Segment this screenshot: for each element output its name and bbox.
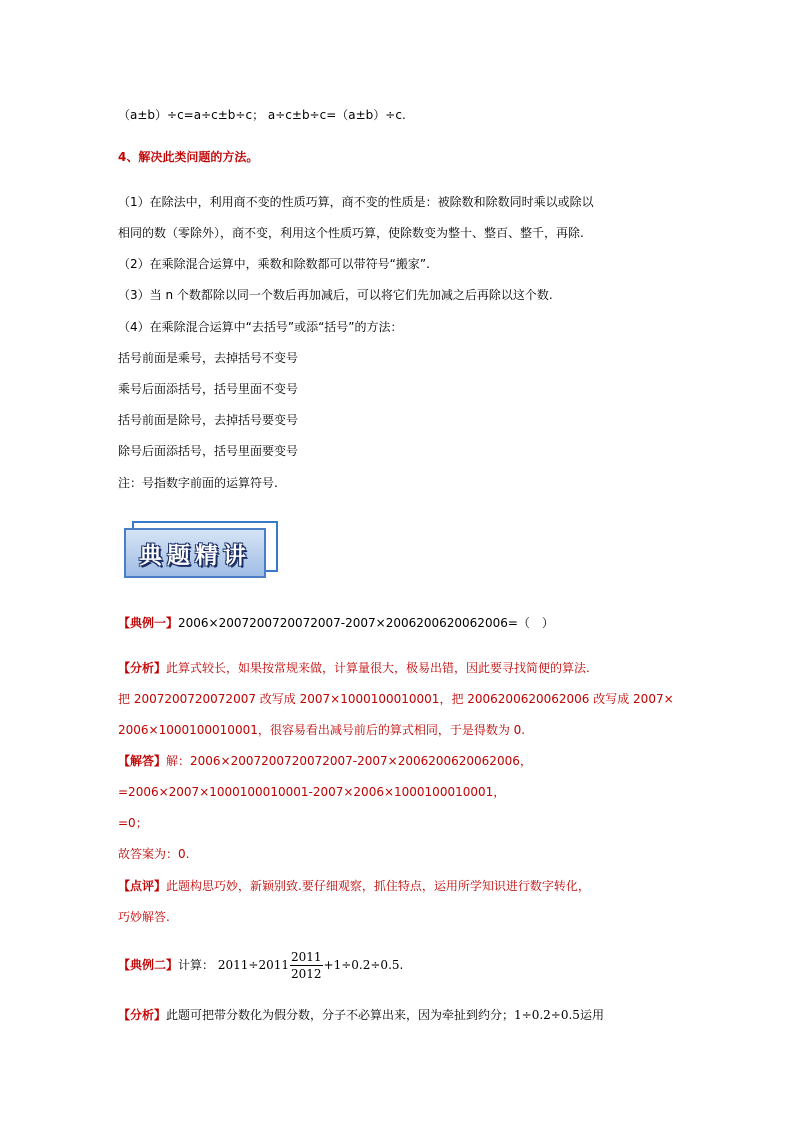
note-line: 注：号指数字前面的运算符号. bbox=[118, 476, 278, 490]
example-2-analysis-expr: 1÷0.2÷0.5 bbox=[514, 1008, 580, 1022]
fraction-denominator: 2012 bbox=[291, 967, 322, 981]
comment-text-1: 此题构思巧妙，新颖别致.要仔细观察，抓住特点，运用所学知识进行数字转化， bbox=[166, 879, 590, 893]
example-2-analysis-text: 此题可把带分数化为假分数，分子不必算出来，因为牵扯到约分； bbox=[166, 1008, 515, 1022]
example-2-expr-a: 2011÷2011 bbox=[217, 958, 289, 972]
bracket-rule-4: 除号后面添括号，括号里面要变号 bbox=[118, 444, 299, 458]
answer-text-1: 解：2006×2007200720072007-2007×2006200620062006， bbox=[166, 754, 532, 768]
example-1-answer-line-1 bbox=[118, 752, 532, 770]
analysis-text-1: 此算式较长，如果按常规来做，计算量很大，极易出错，因此要寻找简便的算法. bbox=[166, 661, 590, 675]
answer-label: 【解答】 bbox=[118, 754, 167, 768]
section-banner bbox=[124, 528, 266, 578]
formula-line: （a±b）÷c=a÷c±b÷c； a÷c±b÷c=（a±b）÷c. bbox=[118, 108, 406, 122]
example-2-question-line bbox=[118, 948, 403, 982]
example-2-expr-b: +1÷0.2÷0.5 bbox=[323, 958, 400, 972]
comment-text-2: 巧妙解答. bbox=[118, 910, 170, 924]
fraction bbox=[290, 949, 323, 982]
method-1-line-a: （1）在除法中，利用商不变的性质巧算，商不变的性质是：被除数和除数同时乘以或除以 bbox=[118, 195, 594, 209]
example-1-question-line bbox=[118, 614, 554, 632]
example-1-question: 2006×2007200720072007-2007×2006200620062006=（ ） bbox=[178, 616, 554, 630]
bracket-rule-1: 括号前面是乘号，去掉括号不变号 bbox=[118, 351, 299, 365]
bracket-rule-3: 括号前面是除号，去掉括号要变号 bbox=[118, 413, 299, 427]
example-2-analysis-tail: 运用 bbox=[579, 1008, 604, 1022]
answer-text-3: =0； bbox=[118, 816, 148, 830]
section-heading: 4、解决此类问题的方法。 bbox=[118, 150, 259, 164]
example-1-label: 【典例一】 bbox=[118, 616, 179, 630]
fraction-numerator: 2011 bbox=[291, 950, 322, 964]
example-1-analysis-line-1 bbox=[118, 659, 590, 677]
answer-text-4: 故答案为：0. bbox=[118, 847, 190, 861]
answer-text-2: =2006×2007×1000100010001-2007×2006×1000100010001， bbox=[118, 785, 506, 799]
method-4: （4）在乘除混合运算中“去括号”或添“括号”的方法： bbox=[118, 320, 403, 334]
analysis-label: 【分析】 bbox=[118, 661, 167, 675]
analysis-text-2: 把 2007200720072007 改写成 2007×1000100010001，把 2006200620062006 改写成 2007× bbox=[118, 692, 674, 706]
example-2-label: 【典例二】 bbox=[118, 958, 179, 972]
example-2-analysis-line bbox=[118, 1006, 604, 1024]
example-2-prefix: 计算： bbox=[178, 958, 215, 972]
comment-label: 【点评】 bbox=[118, 879, 167, 893]
banner-title: 典题精讲 bbox=[139, 541, 251, 569]
method-3: （3）当 n 个数都除以同一个数后再加减后，可以将它们先加减之后再除以这个数. bbox=[118, 288, 553, 302]
method-1-line-b: 相同的数（零除外），商不变，利用这个性质巧算，使除数变为整十、整百、整千，再除. bbox=[118, 226, 584, 240]
method-2: （2）在乘除混合运算中，乘数和除数都可以带符号“搬家”. bbox=[118, 257, 430, 271]
bracket-rule-2: 乘号后面添括号，括号里面不变号 bbox=[118, 382, 299, 396]
analysis-text-3: 2006×1000100010001，很容易看出减号前后的算式相同，于是得数为 0. bbox=[118, 723, 526, 737]
example-2-end: . bbox=[399, 958, 404, 972]
example-2-analysis-label: 【分析】 bbox=[118, 1008, 167, 1022]
example-1-comment-line-1 bbox=[118, 877, 590, 895]
